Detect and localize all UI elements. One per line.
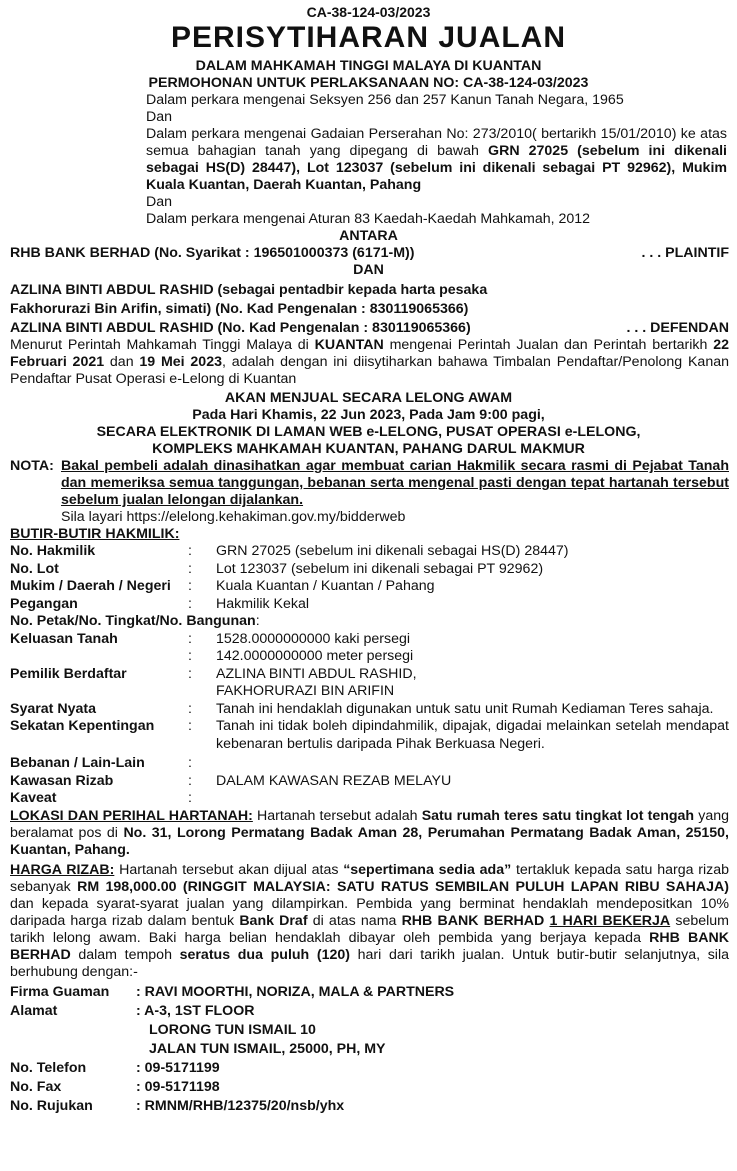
area-row: Keluasan Tanah : 1528.0000000000 kaki persegi (10, 630, 411, 647)
auction-line-4: KOMPLEKS MAHKAMAH KUANTAN, PAHANG DARUL MAKMUR (152, 441, 585, 457)
telephone-row: No. Telefon : 09-5171199 (10, 1059, 220, 1076)
firm-row: Firma Guaman : RAVI MOORTHI, NORIZA, MALA & PARTNERS (10, 983, 455, 1000)
defendant-1-line-1: AZLINA BINTI ABDUL RASHID (sebagai pentadbir kepada harta pesaka (10, 282, 488, 298)
and-2: Dan (146, 194, 173, 210)
nota-website: Sila layari https://elelong.kehakiman.gov.my/bidderweb (61, 509, 406, 525)
title-row: No. Lot : Lot 123037 (sebelum ini dikenali sebagai PT 92962) (10, 560, 544, 577)
reference-row: No. Rujukan : RMNM/RHB/12375/20/nsb/yhx (10, 1097, 345, 1114)
application-number: PERMOHONAN UNTUK PERLAKSANAAN NO: CA-38-124-03/2023 (148, 75, 589, 91)
petak-row: No. Petak/No. Tingkat/No. Bangunan : (10, 613, 260, 629)
kaveat-row: Kaveat : (10, 790, 192, 806)
and-1: Dan (146, 109, 173, 125)
address-row: Alamat : A-3, 1ST FLOOR LORONG TUN ISMAIL 10 JALAN TUN ISMAIL, 25000, PH, MY (10, 1002, 386, 1057)
page-title: PERISYTIHARAN JUALAN (170, 21, 567, 54)
nota-label: NOTA: (10, 458, 54, 474)
nota-text: Bakal pembeli adalah dinasihatkan agar membuat carian Hakmilik secara rasmi di Pejabat Tanah dan memeriksa semua tanggungan, bebanan serta mengenal pasti dengan tepat hartanah tersebut sebelum jualan lelongan dijalankan. (61, 458, 729, 508)
syarat-row: Syarat Nyata : Tanah ini hendaklah digunakan untuk satu unit Rumah Kediaman Teres sahaja. (10, 700, 714, 717)
nota (0, 458, 737, 509)
owner-row: Pemilik Berdaftar : AZLINA BINTI ABDUL RASHID, FAKHORURAZI BIN ARIFIN (10, 665, 417, 699)
between-heading: ANTARA (339, 228, 398, 244)
location-paragraph: LOKASI DAN PERIHAL HARTANAH: Hartanah tersebut adalah Satu rumah teres satu tingkat lot tengah yang beralamat pos di No. 31, Lorong Permatang Badak Aman 28, Perumahan Permatang Badak Aman, 25150, Kuantan, Pahang. (10, 807, 730, 858)
auction-line-3: SECARA ELEKTRONIK DI LAMAN WEB e-LELONG, PUSAT OPERASI e-LELONG, (96, 424, 641, 440)
beban-row: Bebanan / Lain-Lain : (10, 755, 192, 771)
title-row: Mukim / Daerah / Negeri : Kuala Kuantan / Kuantan / Pahang (10, 578, 435, 594)
defendant-role: . . . DEFENDAN (626, 320, 729, 336)
fax-row: No. Fax : 09-5171198 (10, 1078, 220, 1095)
auction-line-1: AKAN MENJUAL SECARA LELONG AWAM (224, 390, 513, 406)
and-heading: DAN (353, 262, 384, 278)
auction-line-2: Pada Hari Khamis, 22 Jun 2023, Pada Jam 9:00 pagi, (192, 407, 545, 423)
defendant-2-name: AZLINA BINTI ABDUL RASHID (No. Kad Pengenalan : 830119065366) (10, 320, 471, 336)
matter-3: Dalam perkara mengenai Aturan 83 Kaedah-Kaedah Mahkamah, 2012 (146, 211, 591, 227)
court-name: DALAM MAHKAMAH TINGGI MALAYA DI KUANTAN (195, 58, 542, 74)
plaintiff-name: RHB BANK BERHAD (No. Syarikat : 196501000373 (6171-M)) (10, 245, 415, 261)
plaintiff-line (0, 245, 737, 262)
defendant-line (0, 320, 737, 337)
title-details (0, 543, 737, 808)
matter-1: Dalam perkara mengenai Seksyen 256 dan 257 Kanun Tanah Negara, 1965 (146, 92, 624, 108)
title-row: Pegangan : Hakmilik Kekal (10, 595, 310, 612)
reserve-price-paragraph: HARGA RIZAB: Hartanah tersebut akan dijual atas “sepertimana sedia ada” tertakluk kepada satu harga rizab sebanyak RM 198,000.00 (RINGGIT MALAYSIA: SATU RATUS SEMBILAN PULUH LAPAN RIBU SAHAJA) dan kepada syarat-syarat jualan yang dilampirkan. Pembida yang berminat hendaklah mendepositkan 10% daripada harga rizab dalam bentuk Bank Draf di atas nama RHB BANK BERHAD 1 HARI BEKERJA sebelum tarikh lelong awam. Baki harga belian hendaklah dibayar oleh pembida yang berjaya kepada RHB BANK BERHAD dalam tempoh seratus dua puluh (120) hari dari tarikh jualan. Untuk butir-butir selanjutnya, sila berhubung dengan:- (10, 861, 730, 980)
matter-2: Dalam perkara mengenai Gadaian Perserahan No: 273/2010( bertarikh 15/01/2010) ke atas semua bahagian tanah yang dipegang di bawah GRN 27025 (sebelum ini dikenali sebagai HS(D) 28447), Lot 123037 (sebelum ini dikenali sebagai PT 92962), Mukim Kuala Kuantan, Daerah Kuantan, Pahang (146, 126, 727, 193)
plaintiff-role: . . . PLAINTIF (641, 245, 729, 261)
defendant-1-line-2: Fakhorurazi Bin Arifin, simati) (No. Kad Pengenalan : 830119065366) (10, 301, 469, 317)
area-row-metric: : 142.0000000000 meter persegi (188, 648, 414, 664)
title-section-heading: BUTIR-BUTIR HAKMILIK: (10, 526, 180, 542)
rizab-row: Kawasan Rizab : DALAM KAWASAN REZAB MELAYU (10, 772, 452, 789)
contact-details (0, 983, 737, 1116)
title-row: No. Hakmilik : GRN 27025 (sebelum ini dikenali sebagai HS(D) 28447) (10, 543, 569, 559)
sekatan-row: Sekatan Kepentingan : Tanah ini tidak boleh dipindahmilik, dipajak, digadai melainkan setelah mendapat kebenaran bertulis daripada Pihak Berkuasa Negeri. (10, 718, 729, 752)
case-number: CA-38-124-03/2023 (306, 4, 431, 20)
order-paragraph: Menurut Perintah Mahkamah Tinggi Malaya di KUANTAN mengenai Perintah Jualan dan Perintah bertarikh 22 Februari 2021 dan 19 Mei 2023, adalah dengan ini diisytiharkan bahawa Timbalan Pendaftar/Penolong Kanan Pendaftar Pusat Operasi e-Lelong di Kuantan (10, 337, 729, 387)
